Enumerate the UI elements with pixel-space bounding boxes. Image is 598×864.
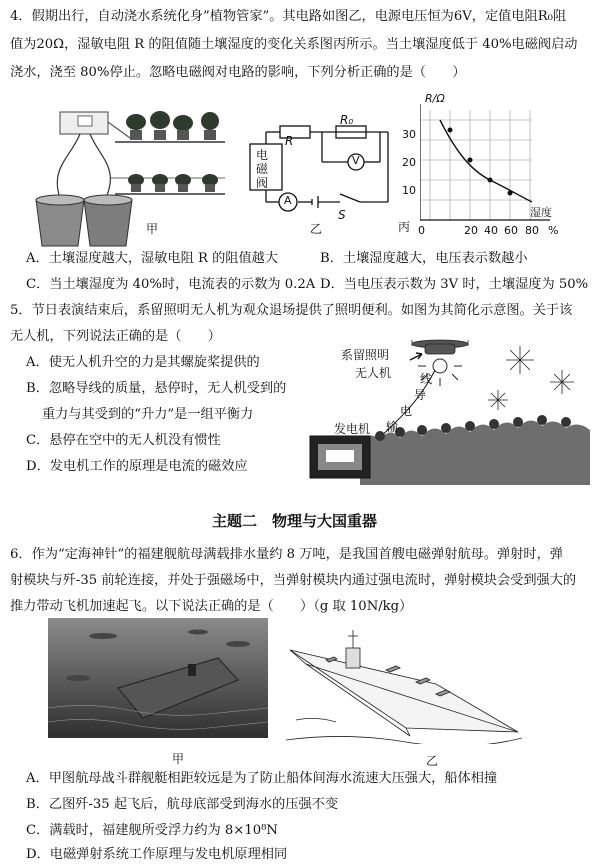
q5-stem-line1: 5．节日表演结束后，系留照明无人机为观众退场提供了照明便利。如图为其简化示意图。关于该 <box>10 303 573 318</box>
q4-option-c: C．当土壤湿度为 40%时，电流表的示数为 0.2A <box>26 277 316 292</box>
q4-resistor-r0-label: R₀ <box>340 113 354 127</box>
q4-fig-jia-label: 甲 <box>146 222 159 236</box>
q4-graph-xtick-80: 80 <box>525 224 539 237</box>
q4-fig-bing-label: 丙 <box>398 220 411 234</box>
q4-voltmeter-label: V <box>352 154 360 167</box>
q4-graph-ytick-20: 20 <box>402 156 416 169</box>
q6-stem-line3: 推力带动飞机加速起飞。以下说法正确的是（ ）（g 取 10N/kg） <box>10 599 413 614</box>
q6-option-c: C．满载时，福建舰所受浮力约为 8×10⁸N <box>26 823 278 838</box>
section-heading: 主题二 物理与大国重器 <box>212 512 378 530</box>
q4-fig-yi-label: 乙 <box>310 222 323 236</box>
q4-graph-xtick-40: 40 <box>484 224 498 237</box>
q4-ammeter-label: A <box>284 194 292 207</box>
q4-option-b: B．土壤湿度越大，电压表示数越小 <box>320 251 528 266</box>
q5-wire-char-1: 线 <box>420 372 433 386</box>
q5-drone-label-line2: 无人机 <box>355 366 392 380</box>
q4-graph-ytick-30: 30 <box>402 128 416 141</box>
q4-option-a: A．土壤湿度越大，湿敏电阻 R 的阻值越大 <box>26 251 279 266</box>
q4-resistor-r-label: R <box>285 134 294 148</box>
q6-drawing-yi <box>286 620 522 744</box>
q6-photo-jia <box>48 618 268 738</box>
q4-graph-xunit: % <box>548 224 559 237</box>
q5-option-c: C．悬停在空中的无人机没有惯性 <box>26 433 221 448</box>
q6-option-b: B．乙图歼-35 起飞后，航母底部受到海水的压强不变 <box>26 797 339 812</box>
q6-option-d: D．电磁弹射系统工作原理与发电机原理相同 <box>26 847 288 862</box>
q5-option-b-line2: 重力与其受到的“升力”是一组平衡力 <box>42 407 254 422</box>
q5-wire-char-3: 电 <box>400 404 413 418</box>
q4-graph-xtick-20: 20 <box>464 224 478 237</box>
q5-drone-label-line1: 系留照明 <box>341 348 390 362</box>
q6-drawing-yi-label: 乙 <box>426 754 439 768</box>
q6-option-a: A．甲图航母战斗群舰艇相距较远是为了防止船体间海水流速大压强大，船体相撞 <box>26 771 498 786</box>
q6-photo-jia-label: 甲 <box>172 752 185 766</box>
q4-stem-line1: 4．假期出行，自动浇水系统化身”植物管家”。其电路如图乙，电源电压恒为6V，定值电阻R₀阻 <box>10 9 567 24</box>
q5-stem-line2: 无人机，下列说法正确的是（ ） <box>10 329 221 344</box>
q4-figure-jia <box>20 108 235 248</box>
q4-graph-ytick-10: 10 <box>402 184 416 197</box>
q4-electromagnetic-valve-label: 电磁阀 <box>256 148 269 190</box>
q5-wire-char-2: 导 <box>414 388 427 402</box>
q4-switch-label: S <box>338 208 346 222</box>
q4-stem-line2: 值为20Ω，湿敏电阻 R 的阻值随土壤湿度的变化关系图丙所示。当土壤湿度低于 40%电磁阀启动 <box>10 37 578 52</box>
q4-stem-line3: 浇水，浇至 80%停止。忽略电磁阀对电路的影响，下列分析正确的是（ ） <box>10 65 466 80</box>
q5-wire-char-4: 输 <box>386 420 399 434</box>
q4-graph-ylabel: R/Ω <box>425 92 445 105</box>
q4-graph-xtick-0: 0 <box>418 224 425 237</box>
q4-option-d: D．当电压表示数为 3V 时，土壤湿度为 50% <box>320 277 589 292</box>
q5-option-b-line1: B．忽略导线的质量，悬停时，无人机受到的 <box>26 381 287 396</box>
q5-generator-label: 发电机 <box>334 422 371 436</box>
q5-option-d: D．发电机工作的原理是电流的磁效应 <box>26 459 248 474</box>
q6-stem-line1: 6．作为“定海神针”的福建舰航母满载排水量约 8 万吨，是我国首艘电磁弹射航母。弹射时，弹 <box>10 547 563 562</box>
q4-graph-xlabel: 湿度 <box>530 206 552 219</box>
q6-stem-line2: 射模块与歼-35 前轮连接，并处于强磁场中，当弹射模块内通过强电流时，弹射模块会受到强大的 <box>10 573 577 588</box>
q5-option-a: A．使无人机升空的力是其螺旋桨提供的 <box>26 355 260 370</box>
q4-graph-xtick-60: 60 <box>504 224 518 237</box>
